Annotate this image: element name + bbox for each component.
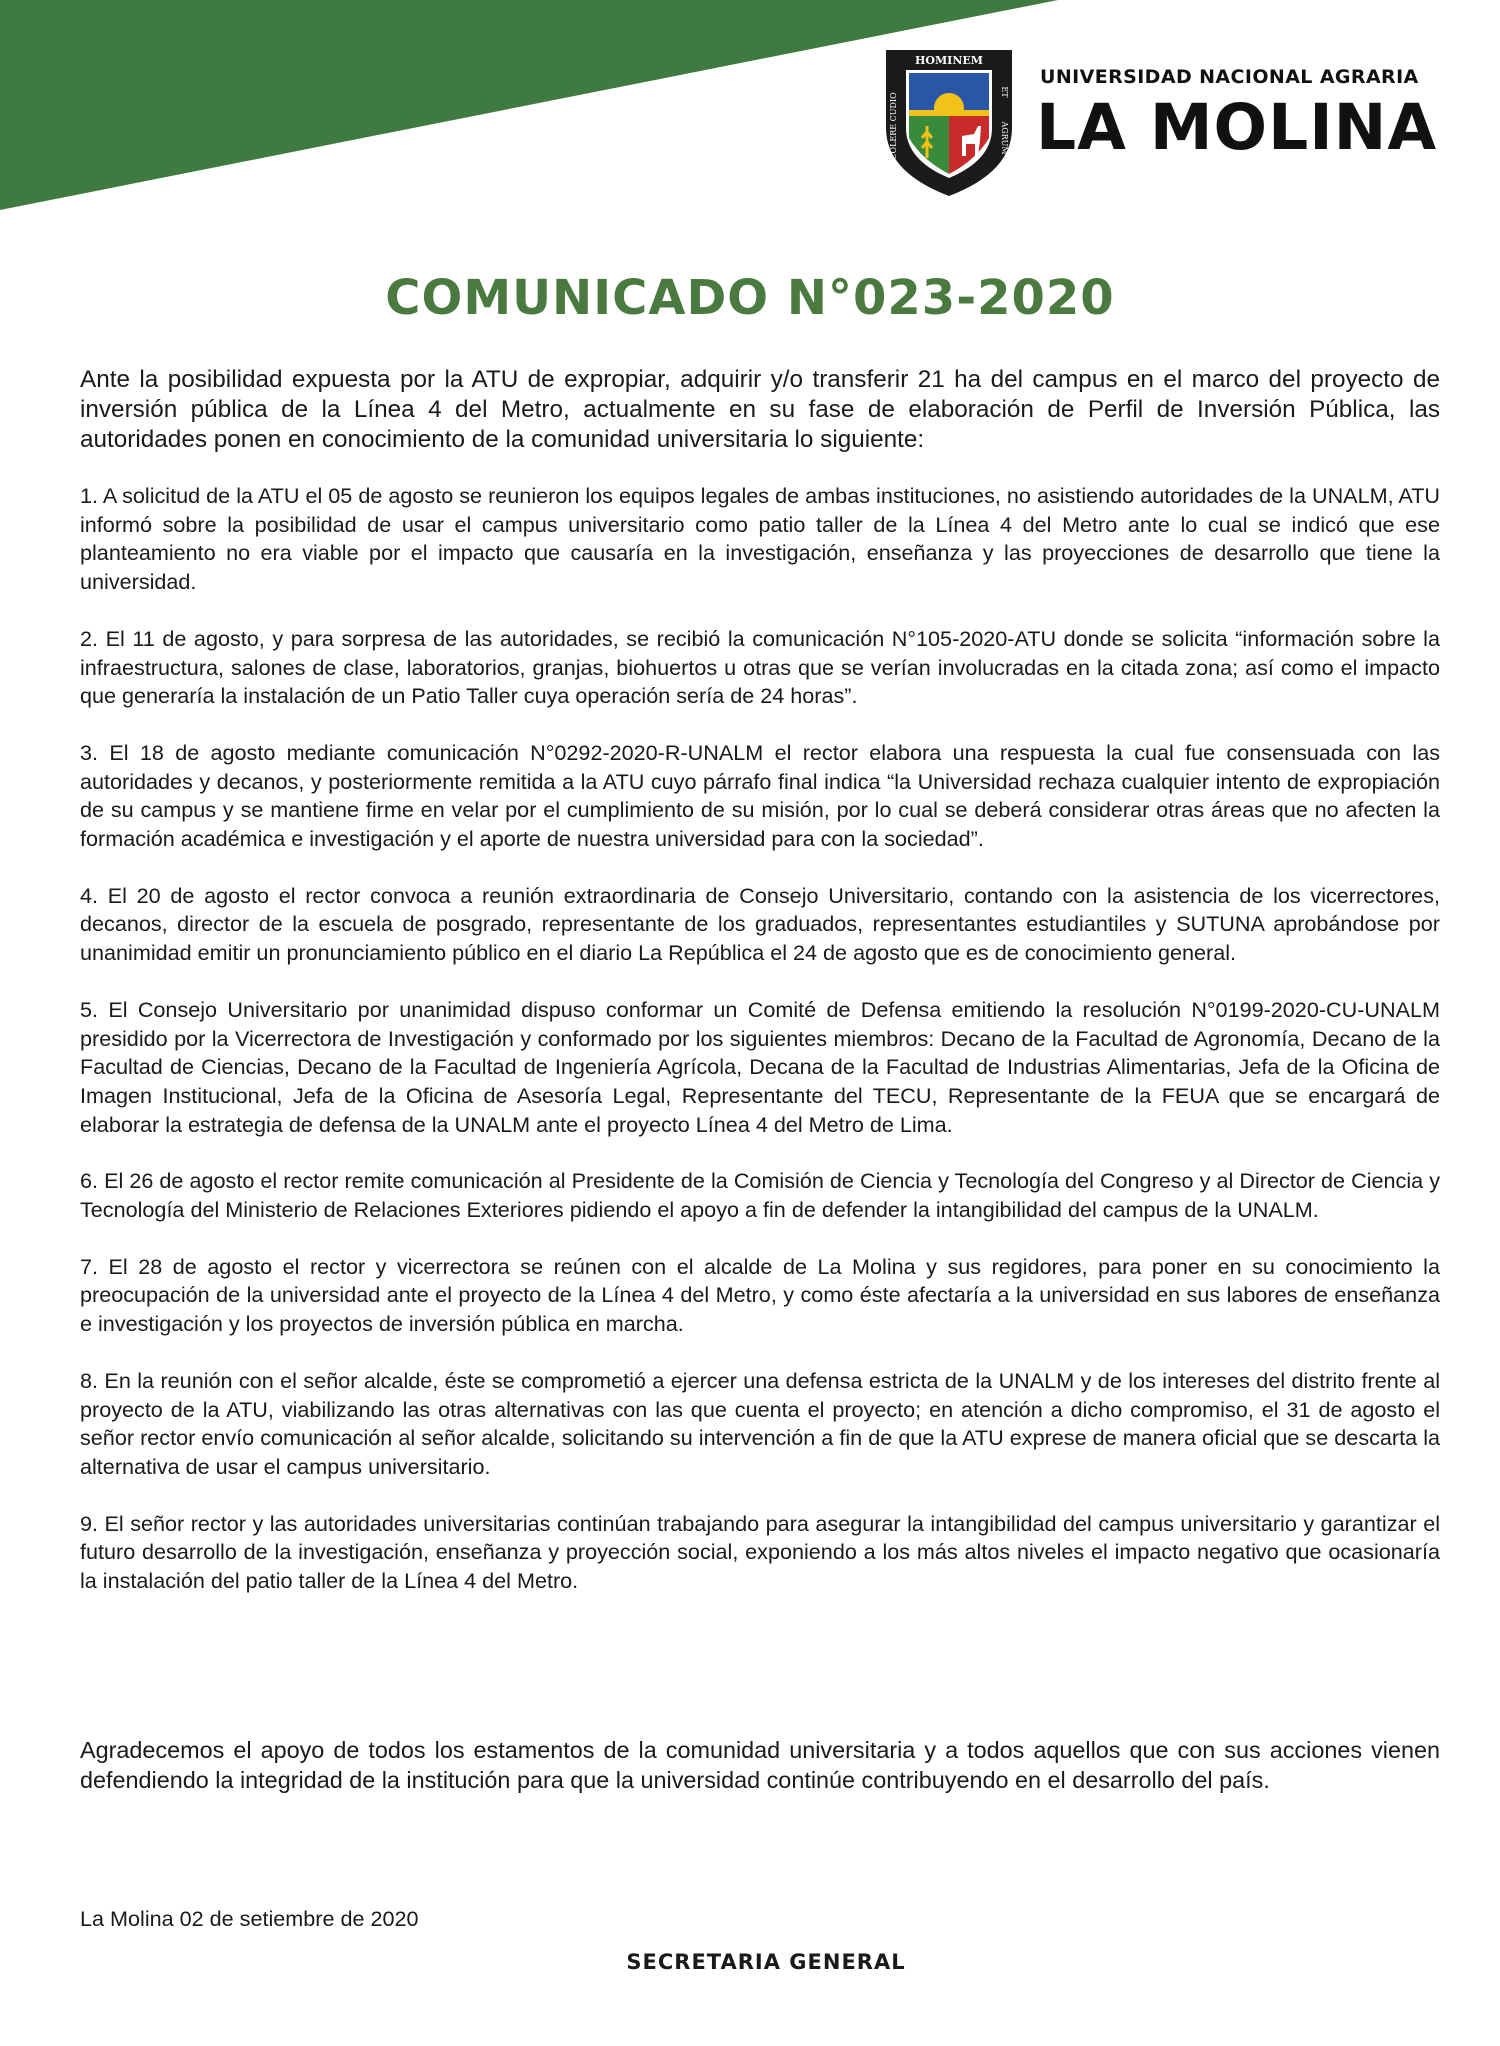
closing-paragraph: Agradecemos el apoyo de todos los estamentos de la comunidad universitaria y a todos aquellos que con sus acciones vienen defendiendo la integridad de la institución para que la universidad continúe contribuyendo en el desarrollo del país.: [80, 1737, 1440, 1793]
university-crest-icon: [882, 46, 1016, 198]
numbered-item: 1. A solicitud de la ATU el 05 de agosto se reunieron los equipos legales de ambas instituciones, no asistiendo autoridades de la UNALM, ATU informó sobre la posibilidad de usar el campus universitario como patio taller de la Línea 4 del Metro ante lo cual se indicó que ese planteamiento no era viable por el impacto que causaría en la investigación, enseñanza y las proyecciones de desarrollo que tiene la universidad.: [80, 483, 1440, 595]
document-date: La Molina 02 de setiembre de 2020: [80, 1906, 419, 1931]
numbered-item: 6. El 26 de agosto el rector remite comunicación al Presidente de la Comisión de Ciencia y Tecnología del Congreso y al Director de Ciencia y Tecnología del Ministerio de Relaciones Exteriores pidiendo el apoyo a fin de defender la intangibilidad del campus de la UNALM.: [80, 1168, 1440, 1223]
document-title: COMUNICADO N°023-2020: [385, 270, 1115, 326]
numbered-items: [80, 482, 1440, 1624]
crest-motto-left: COLERE CUDIO: [889, 92, 898, 160]
crest-motto-top: HOMINEM: [915, 54, 983, 67]
signature: SECRETARIA GENERAL: [626, 1950, 906, 1974]
numbered-item: 8. En la reunión con el señor alcalde, éste se comprometió a ejercer una defensa estricta de la UNALM y de los intereses del distrito frente al proyecto de la ATU, viabilizando las otras alternativas con las que cuenta el proyecto; en atención a dicho compromiso, el 31 de agosto el señor rector envío comunicación al señor alcalde, solicitando su intervención a fin de que la ATU exprese de manera oficial que se descarta la alternativa de usar el campus universitario.: [80, 1367, 1440, 1479]
numbered-item: 2. El 11 de agosto, y para sorpresa de las autoridades, se recibió la comunicación N°105-2020-ATU donde se solicita “información sobre la infraestructura, salones de clase, laboratorios, granjas, biohuertos u otras que se verían involucradas en la citada zona; así como el impacto que generaría la instalación de un Patio Taller cuya operación sería de 24 horas”.: [80, 625, 1440, 709]
numbered-item: 5. El Consejo Universitario por unanimidad dispuso conformar un Comité de Defensa emitiendo la resolución N°0199-2020-CU-UNALM presidido por la Vicerrectora de Investigación y conformado por los siguientes miembros: Decano de la Facultad de Agronomía, Decano de la Facultad de Ciencias, Decano de la Facultad de Ingeniería Agrícola, Decana de la Facultad de Industrias Alimentarias, Jefa de la Oficina de Imagen Institucional, Jefa de la Oficina de Asesoría Legal, Representante del TECU, Representante de la FEUA que se encargará de elaborar la estrategia de defensa de la UNALM ante el proyecto Línea 4 del Metro de Lima.: [80, 996, 1440, 1137]
intro-paragraph: Ante la posibilidad expuesta por la ATU de expropiar, adquirir y/o transferir 21 ha del campus en el marco del proyecto de inversión pública de la Línea 4 del Metro, actualmente en su fase de elaboración de Perfil de Inversión Pública, las autoridades ponen en conocimiento de la comunidad universitaria lo siguiente:: [80, 366, 1440, 453]
crest-motto-right-2: AGRUM: [1000, 121, 1009, 155]
institution-location: LA MOLINA: [1036, 91, 1438, 164]
numbered-item: 9. El señor rector y las autoridades universitarias continúan trabajando para asegurar la intangibilidad del campus universitario y garantizar el futuro desarrollo de la investigación, enseñanza y proyección social, exponiendo a los más altos niveles el impacto negativo que ocasionaría la instalación del patio taller de la Línea 4 del Metro.: [80, 1510, 1440, 1594]
numbered-item: 4. El 20 de agosto el rector convoca a reunión extraordinaria de Consejo Universitario, contando con la asistencia de los vicerrectores, decanos, director de la escuela de posgrado, representante de los graduados, representantes estudiantiles y SUTUNA aprobándose por unanimidad emitir un pronunciamiento público en el diario La República el 24 de agosto que es de conocimiento general.: [80, 882, 1440, 966]
numbered-item: 7. El 28 de agosto el rector y vicerrectora se reúnen con el alcalde de La Molina y sus regidores, para poner en su conocimiento la preocupación de la universidad ante el proyecto de la Línea 4 del Metro, y como éste afectaría a la universidad en sus labores de enseñanza e investigación y los proyectos de inversión pública en marcha.: [80, 1253, 1440, 1337]
crest-motto-right-1: ET: [1000, 86, 1009, 98]
numbered-item: 3. El 18 de agosto mediante comunicación N°0292-2020-R-UNALM el rector elabora una respuesta la cual fue consensuada con las autoridades y decanos, y posteriormente remitida a la ATU cuyo párrafo final indica “la Universidad rechaza cualquier intento de expropiación de su campus y se mantiene firme en velar por el cumplimiento de su misión, por lo cual se deberá considerar otras áreas que no afecten la formación académica e investigación y el aporte de nuestra universidad para con la sociedad”.: [80, 739, 1440, 852]
institution-name: UNIVERSIDAD NACIONAL AGRARIA: [1040, 66, 1419, 88]
